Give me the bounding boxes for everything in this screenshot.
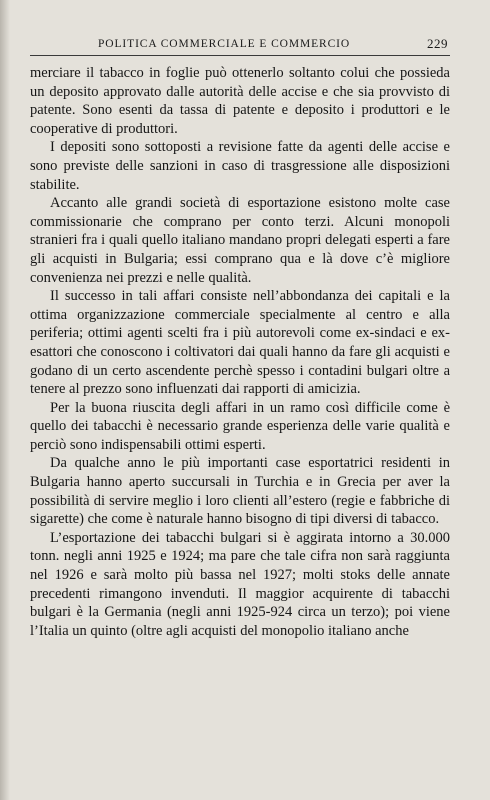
paragraph: L’esportazione dei tabacchi bulgari si è aggirata intorno a 30.000 tonn. negli anni 1925 e 1924; ma pare che tale cifra non sarà raggiunta nel 1926 e sarà molto più bassa nel 1927; molti stoks delle annate precedenti rimangono invenduti. Il maggior acquirente di tabacchi bulgari è la Germania (negli anni 1925-924 circa un terzo); poi viene l’Italia un quinto (oltre agli acquisti del monopolio italiano anche [30, 529, 450, 639]
paragraph: Per la buona riuscita degli affari in un ramo così difficile come è quello dei tabacchi è necessario grande esperienza delle varie qualità e perciò sono indispensabili ottimi esperti. [30, 399, 450, 453]
paragraph: Da qualche anno le più importanti case esportatrici residenti in Bulgaria hanno aperto succursali in Turchia e in Grecia per aver la possibilità di servire meglio i loro clienti all’estero (regie e fabbriche di sigarette) che come è naturale hanno bisogno di tipi diversi di tabacco. [30, 455, 450, 528]
page-header [30, 36, 448, 52]
paragraph: I depositi sono sottoposti a revisione fatte da agenti delle accise e sono previste delle sanzioni in caso di trasgressione alle disposizioni stabilite. [30, 139, 450, 193]
body-text [30, 64, 450, 640]
paragraph: Accanto alle grandi società di esportazione esistono molte case commissionarie che comprano per conto terzi. Alcuni monopoli stranieri fra i quali quello italiano mandano propri delegati esperti a fare gli acquisti in Bulgaria; essi comprano qua e là dove c’è migliore convenienza nei prezzi e nelle qualità. [30, 195, 450, 286]
paragraph: Il successo in tali affari consiste nell’abbondanza dei capitali e la ottima organizzazione commerciale specialmente al centro e alla periferia; ottimi agenti scelti fra i più autorevoli come ex-sindaci e ex-esattori che conoscono i coltivatori dai quali hanno da fare gli acquisti e godano di un certo ascendente perchè spesso i contadini bulgari oltre a tenere al prezzo sono influenzati dai rapporti di amicizia. [30, 288, 450, 398]
paragraph: merciare il tabacco in foglie può ottenerlo soltanto colui che possieda un deposito approvato dalle autorità delle accise e che sia provvisto di patente. Sono esenti da tassa di patente e deposito i produttori e le cooperative di produttori. [30, 65, 450, 137]
header-rule [30, 55, 450, 56]
running-title: POLITICA COMMERCIALE E COMMERCIO [98, 38, 351, 50]
binding-shadow [0, 0, 10, 800]
page-number: 229 [427, 36, 448, 51]
